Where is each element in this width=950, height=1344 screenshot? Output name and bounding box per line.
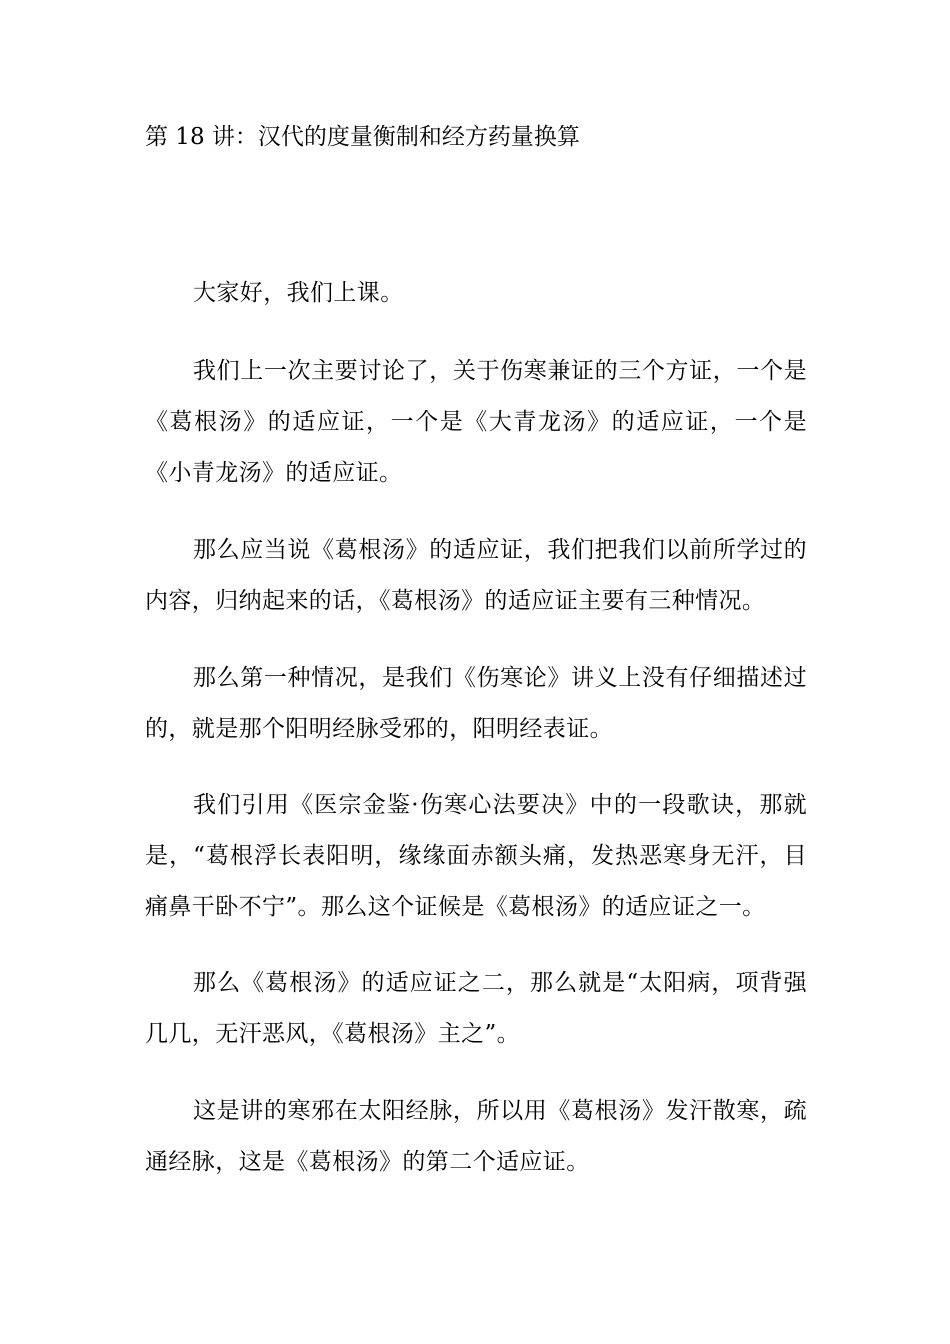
paragraph-second-case: 那么《葛根汤》的适应证之二，那么就是“太阳病，项背强几几，无汗恶风，《葛根汤》主之”。 — [145, 970, 807, 1047]
paragraph-previous-lesson: 我们上一次主要讨论了，关于伤寒兼证的三个方证，一个是《葛根汤》的适应证，一个是《大青龙汤》的适应证，一个是《小青龙汤》的适应证。 — [145, 358, 807, 486]
lecture-title: 第 18 讲：汉代的度量衡制和经方药量换算 — [145, 124, 580, 150]
paragraph-second-case-explanation: 这是讲的寒邪在太阳经脉，所以用《葛根汤》发汗散寒，疏通经脉，这是《葛根汤》的第二个适应证。 — [145, 1098, 807, 1175]
paragraph-first-case: 那么第一种情况，是我们《伤寒论》讲义上没有仔细描述过的，就是那个阳明经脉受邪的，阳明经表证。 — [145, 665, 807, 742]
paragraph-greeting: 大家好，我们上课。 — [193, 280, 404, 306]
paragraph-gegen-summary: 那么应当说《葛根汤》的适应证，我们把我们以前所学过的内容，归纳起来的话，《葛根汤》的适应证主要有三种情况。 — [145, 537, 807, 614]
paragraph-mnemonic-quote: 我们引用《医宗金鉴·伤寒心法要决》中的一段歌诀，那就是，“葛根浮长表阳明，缘缘面赤额头痛，发热恶寒身无汗，目痛鼻干卧不宁”。那么这个证候是《葛根汤》的适应证之一。 — [145, 792, 807, 920]
